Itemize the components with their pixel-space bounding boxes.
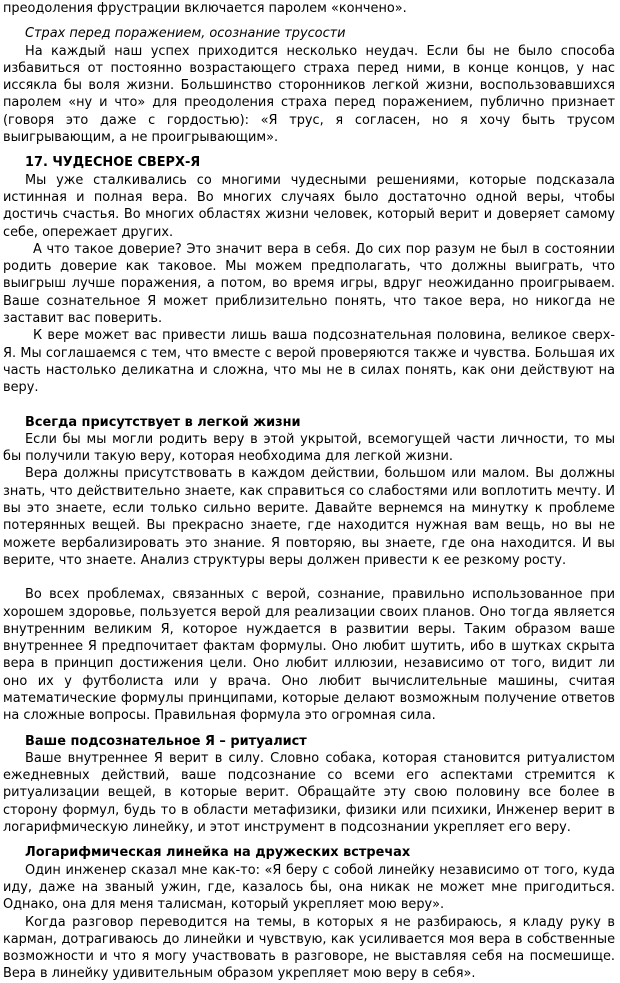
paragraph: Ваше внутреннее Я верит в силу. Словно собака, которая становится ритуалистом ежедневных действий, ваше подсознание со всеми его аспектами стремится к ритуализации вещей, в которые верит. Обращайте эту свою половину все более в сторону формул, будь то в области метафизики, физики или психики, Инженер верит в логарифмическую линейку, и этот инструмент в подсознании укрепляет его веру. — [3, 750, 615, 836]
document-page — [3, 0, 615, 983]
top-line: преодоления фрустрации включается паролем «кончено». — [3, 1, 407, 16]
paragraph: А что такое доверие? Это значит вера в себя. До сих пор разум не был в состоянии родить доверие как таковое. Мы можем предполагать, что должны выиграть, что выигрыш лучше поражения, а потом, во время игры, вдруг неожиданно проигрываем. Ваше сознательное Я может приблизительно понять, что такое вера, но никогда не заставит вас поверить. — [3, 241, 615, 327]
paragraph: Когда разговор переводится на темы, в которых я не разбираюсь, я кладу руку в карман, дотрагиваюсь до линейки и чувствую, как усиливается моя вера в собственные возможности и что я могу участвовать в разговоре, не выставляя себя на посмешище. Вера в линейку удивительным образом укрепляет мою веру в себя». — [3, 914, 615, 982]
spacer — [3, 836, 615, 844]
spacer — [3, 569, 615, 586]
paragraph: Один инженер сказал мне как-то: «Я беру с собой линейку независимо от того, куда иду, даже на званый ужин, где, казалось бы, она никак не может мне пригодиться. Однако, она для меня талисман, который укрепляет мою веру». — [3, 862, 615, 913]
spacer — [3, 725, 615, 733]
spacer — [3, 17, 615, 25]
paragraph: На каждый наш успех приходится несколько неудач. Если бы не было способа избавиться от постоянно возрастающего страха перед ними, в конце концов, у нас иссякла бы воля жизни. Большинство сторонников легкой жизни, воспользовавшихся паролем «ну и что» для преодоления страха перед поражением, публично признает (говоря это даже с гордостью): «Я трус, я согласен, но я хочу быть трусом выигрывающим, а не проигрывающим». — [3, 43, 615, 146]
spacer — [3, 397, 615, 414]
paragraph: К вере может вас привести лишь ваша подсознательная половина, великое сверх-Я. Мы соглашаемся с тем, что вместе с верой проверяются также и чувства. Большая их часть настолько деликатна и сложна, что мы не в силах понять, как они действуют на веру. — [3, 328, 615, 396]
paragraph: Если бы мы могли родить веру в этой укрытой, всемогущей части личности, то мы бы получили такую веру, которая необходима для легкой жизни. — [3, 431, 615, 465]
paragraph: Мы уже сталкивались со многими чудесными решениями, которые подсказала истинная и полная вера. Во многих случаях было достаточно одной веры, чтобы достичь счастья. Во многих областях жизни человек, который верит и доверяет самому себе, опережает других. — [3, 172, 615, 240]
section-heading: Ваше подсознательное Я – ритуалист — [25, 733, 307, 749]
subheading-fear: Страх перед поражением, осознание трусости — [25, 26, 346, 42]
paragraph: Во всех проблемах, связанных с верой, сознание, правильно использованное при хорошем здоровье, пользуется верой для реализации своих планов. Оно тогда является внутренним великим Я, которое нуждается в развитии веры. Таким образом ваше внутреннее Я предпочитает фактам формулы. Оно любит шутить, ибо в шутках скрыта вера в принцип достижения цели. Оно любит иллюзии, независимо от того, видит ли оно их у футболиста или у врача. Оно любит вычислительные машины, считая математические формулы принципами, которые делают возможным получение ответов на сложные вопросы. Правильная формула это огромная сила. — [3, 587, 615, 724]
section-heading: Всегда присутствует в легкой жизни — [25, 414, 301, 430]
spacer — [3, 146, 615, 154]
paragraph: Вера должны присутствовать в каждом действии, большом или малом. Вы должны знать, что действительно знаете, как справиться со слабостями или воплотить мечту. И вы это знаете, если только сильно верите. Давайте вернемся на минутку к проблеме потерянных вещей. Вы прекрасно знаете, где находится нужная вам вещь, но вы не можете вербализировать это знание. Я повторяю, вы знаете, где она находится. И вы верите, что знаете. Анализ структуры веры должен привести к ее резкому росту. — [3, 466, 615, 568]
chapter-heading: 17. ЧУДЕСНОЕ СВЕРХ-Я — [25, 155, 201, 171]
section-heading: Логарифмическая линейка на дружеских встречах — [25, 845, 411, 861]
